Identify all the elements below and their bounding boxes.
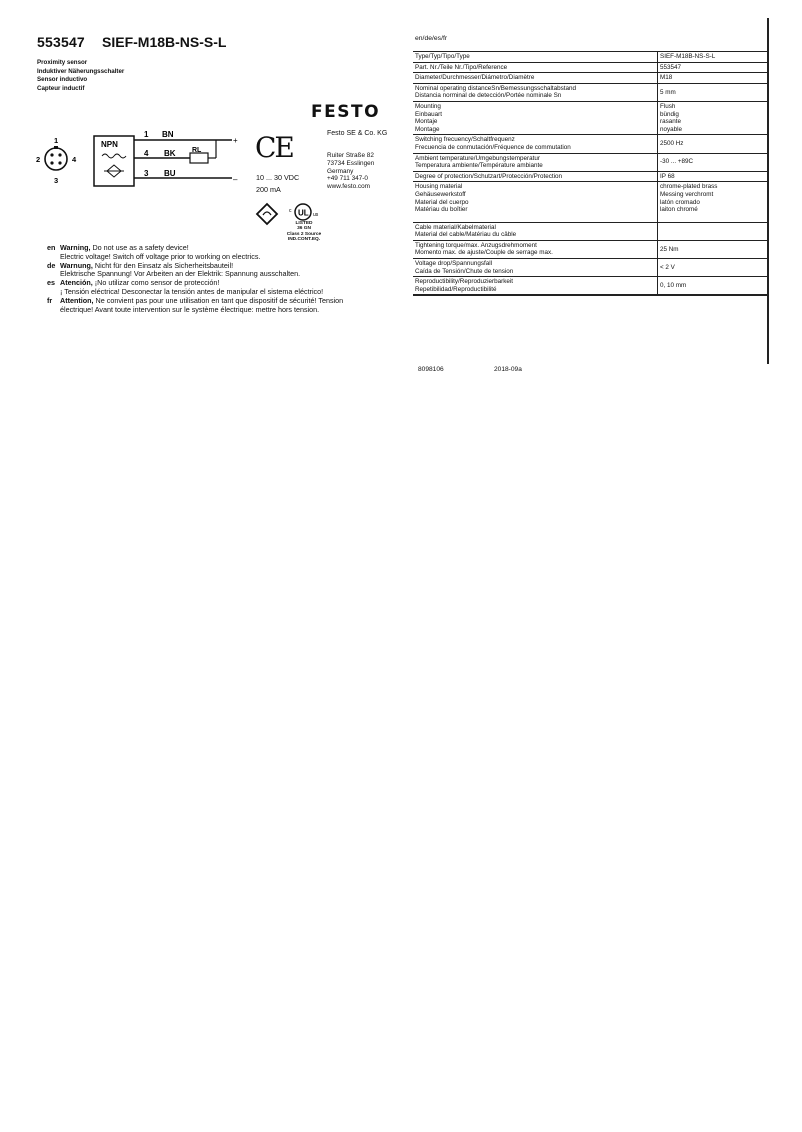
spec-label-line: Montage xyxy=(415,125,440,133)
pin-dot-2 xyxy=(50,161,53,164)
connector-key xyxy=(54,146,58,149)
company-name: Festo SE & Co. KG xyxy=(327,130,388,137)
connector-pinout-diagram xyxy=(30,134,94,188)
table-languages: en/de/es/fr xyxy=(415,35,448,42)
spec-label-line: Voltage drop/Spannungsfall xyxy=(415,260,493,268)
festo-logo: FESTO xyxy=(311,102,381,122)
pin-label-3: 3 xyxy=(54,176,59,185)
spec-value-line: IP 68 xyxy=(660,172,675,180)
warning-de-line1: Nicht für den Einsatz als Sicherheitsbauteil! xyxy=(92,260,234,270)
ul-us-label: us xyxy=(313,212,319,218)
spec-value xyxy=(658,277,769,296)
table-row xyxy=(413,135,768,153)
table-row xyxy=(413,101,768,134)
spec-label xyxy=(413,101,658,134)
product-subtitles xyxy=(37,59,124,93)
voltage-rating: 10 ... 30 VDC xyxy=(256,173,300,182)
spec-label xyxy=(413,259,658,277)
pin-dot-1 xyxy=(50,153,53,156)
company-address xyxy=(327,152,374,191)
spec-value-line: laiton chromé xyxy=(660,206,698,214)
pin-dot-3 xyxy=(58,161,61,164)
spec-value-line: -30 ... +89C xyxy=(660,158,694,166)
spec-value-line: M18 xyxy=(660,74,673,82)
spec-label-line: Einbauart xyxy=(415,110,442,118)
spec-label-line: Matériau du boîtier xyxy=(415,206,468,214)
table-row xyxy=(413,277,768,296)
ul-ind: IND.CONT.EQ. xyxy=(287,237,321,243)
model-title: SIEF-M18B-NS-S-L xyxy=(102,34,227,50)
table-row xyxy=(413,73,768,84)
table-row xyxy=(413,62,768,73)
spec-value-line: 0, 10 mm xyxy=(660,282,687,290)
coil-symbol xyxy=(102,154,126,158)
spec-value-line: 25 Nm xyxy=(660,245,679,253)
spec-label-line: Repetibilidad/Reproductibilité xyxy=(415,285,497,293)
spec-value-line: bündig xyxy=(660,110,679,118)
spec-value-line: rasante xyxy=(660,118,682,126)
warning-text-fr xyxy=(60,297,367,315)
rcm-mark-icon xyxy=(257,204,277,224)
spec-label-line: Distancia norminal de detección/Portée nominale Sn xyxy=(415,92,562,100)
load-label: RL xyxy=(192,147,202,154)
spec-label-line: Montaje xyxy=(415,118,438,126)
polarity-plus: + xyxy=(233,136,238,145)
warning-text-de xyxy=(60,262,300,280)
current-rating: 200 mA xyxy=(256,185,281,194)
subtitle-fr: Capteur inductif xyxy=(37,84,85,92)
spec-value-line: SIEF-M18B-NS-S-L xyxy=(660,53,716,60)
subtitle-en: Proximity sensor xyxy=(37,59,88,66)
spec-label xyxy=(413,62,658,73)
ce-mark: CE xyxy=(255,131,293,164)
warning-fr-line1: Ne convient pas pour une utilisation en tant que dispositif de sécurité! Tension électrique! Avant toute intervention sur le système électrique: mettre hors tension. xyxy=(60,295,344,314)
spec-table xyxy=(413,51,768,296)
warning-lang-en: en xyxy=(47,243,56,252)
spec-value-line: noyable xyxy=(660,125,683,133)
spec-value-line: Flush xyxy=(660,102,676,110)
wire-num-3: 3 xyxy=(144,169,149,178)
ul-class: Class 2 Source xyxy=(286,231,322,237)
spec-value-line: < 2 V xyxy=(660,263,675,271)
ul-listing-text xyxy=(284,221,324,243)
warning-lang-es: es xyxy=(47,278,55,288)
wire-color-bk: BK xyxy=(164,149,176,158)
spec-label-line: Gehäusewerkstoff xyxy=(415,190,466,198)
spec-label-line: Frecuencia de conmutación/Fréquence de commutation xyxy=(415,143,571,151)
spec-value xyxy=(658,240,769,258)
spec-value xyxy=(658,101,769,134)
pin-dot-4 xyxy=(58,153,61,156)
subtitle-de: Induktiver Näherungsschalter xyxy=(37,67,125,75)
warning-es-keyword: Atención, xyxy=(60,278,93,288)
warning-es-line1: ¡No utilizar como sensor de protección! xyxy=(92,278,220,288)
load-resistor xyxy=(190,153,208,163)
ul-c-label: c xyxy=(289,208,292,214)
pin-label-4: 4 xyxy=(72,155,77,164)
warning-fr-keyword: Attention, xyxy=(60,295,94,305)
warning-es xyxy=(47,279,367,297)
address-street: Ruiter Straße 82 xyxy=(327,152,374,159)
warning-text-es xyxy=(60,279,323,297)
spec-value xyxy=(658,62,769,73)
address-phone: +49 711 347-0 xyxy=(327,175,368,183)
spec-label-line: Material del cuerpo xyxy=(415,198,469,206)
spec-label-line: Ambient temperature/Umgebungstemperatur xyxy=(415,154,540,162)
address-country: Germany xyxy=(327,167,354,175)
warning-en-keyword: Warning, xyxy=(60,243,91,252)
doc-number: 8098106 xyxy=(418,366,444,373)
table-row xyxy=(413,240,768,258)
address-city: 73734 Esslingen xyxy=(327,159,375,167)
spec-label-line: Nominal operating distanceSn/Bemessungsschaltabstand xyxy=(415,84,577,92)
pin-label-1: 1 xyxy=(54,136,59,145)
warning-en-line2: Electric voltage! Switch off voltage prior to working on electrics. xyxy=(60,251,261,261)
table-row xyxy=(413,222,768,240)
part-number: 553547 xyxy=(37,34,85,50)
table-row xyxy=(413,153,768,171)
warning-en-line1: Do not use as a safety device! xyxy=(90,243,189,252)
warning-text-en xyxy=(60,244,260,262)
spec-label-line: Caída de Tensión/Chute de tension xyxy=(415,267,514,275)
wire-color-bu: BU xyxy=(164,169,176,178)
spec-label-line: Housing material xyxy=(415,183,463,191)
warning-de-line2: Elektrische Spannung! Vor Arbeiten an der Elektrik: Spannung ausschalten. xyxy=(60,269,301,279)
ul-code: 36 GN xyxy=(297,226,311,232)
spec-value-line: Messing verchromt xyxy=(660,190,714,198)
npn-label: NPN xyxy=(101,140,118,149)
warning-lang-fr: fr xyxy=(47,295,53,305)
spec-label-line: Tightening torque/max. Anzugsdrehmoment xyxy=(415,241,537,249)
spec-value xyxy=(658,259,769,277)
spec-value xyxy=(658,73,769,84)
spec-label-line: Diameter/Durchmesser/Diámetro/Diamètre xyxy=(415,74,535,82)
spec-label xyxy=(413,153,658,171)
warning-lang-de: de xyxy=(47,260,56,270)
spec-value-line: 2500 Hz xyxy=(660,140,684,148)
spec-value xyxy=(658,83,769,101)
warning-fr xyxy=(47,297,367,315)
wire-num-1: 1 xyxy=(144,130,149,139)
spec-label xyxy=(413,52,658,63)
warning-en xyxy=(47,244,367,262)
warnings-section xyxy=(47,244,367,314)
ul-listed: LISTED xyxy=(295,221,313,226)
spec-label-line: Reproductibility/Reproduzierbarkeit xyxy=(415,278,513,286)
spec-label xyxy=(413,240,658,258)
spec-label xyxy=(413,83,658,101)
warning-es-line2: ¡ Tensión eléctrica! Desconectar la tensión antes de manipular el sistema eléctrico! xyxy=(60,286,324,296)
spec-value xyxy=(658,182,769,222)
table-row xyxy=(413,83,768,101)
warning-de-keyword: Warnung, xyxy=(60,260,93,270)
spec-value xyxy=(658,135,769,153)
spec-label xyxy=(413,171,658,182)
spec-label xyxy=(413,277,658,296)
spec-value xyxy=(658,153,769,171)
spec-label-line: Degree of protection/Schutzart/Protección/Protection xyxy=(415,172,563,180)
spec-table-body xyxy=(413,52,768,296)
polarity-minus: – xyxy=(233,175,238,184)
subtitle-es: Sensor inductivo xyxy=(37,76,88,84)
wiring-schematic xyxy=(92,126,242,192)
spec-value-line: 553547 xyxy=(660,63,682,71)
spec-value xyxy=(658,52,769,63)
spec-label-line: Part. Nr./Teile Nr./Tipo/Reference xyxy=(415,63,508,71)
table-row xyxy=(413,171,768,182)
spec-label-line: Material del cable/Matériau du câble xyxy=(415,231,517,239)
spec-value xyxy=(658,171,769,182)
address-web: www.festo.com xyxy=(327,183,370,191)
rcm-check-icon xyxy=(263,212,271,215)
wire-color-bn: BN xyxy=(162,130,174,139)
spec-value-line: chrome-plated brass xyxy=(660,183,718,191)
wire-num-4: 4 xyxy=(144,149,149,158)
spec-label-line: Switching frecuency/Schaltfrequenz xyxy=(415,136,515,144)
warning-de xyxy=(47,262,367,280)
ul-logo-icon: UL xyxy=(298,208,309,218)
spec-value xyxy=(658,222,769,240)
spec-label-line: Temperatura ambiente/Température ambiante xyxy=(415,162,543,170)
spec-label-line: Mounting xyxy=(415,102,441,110)
electrical-ratings xyxy=(256,172,299,196)
spec-value-line: latón cromado xyxy=(660,198,700,206)
spec-label xyxy=(413,135,658,153)
spec-label xyxy=(413,73,658,84)
spec-label-line: Momento max. de ajuste/Couple de serrage max. xyxy=(415,249,553,257)
spec-value-line: 5 mm xyxy=(660,88,676,96)
table-row xyxy=(413,259,768,277)
table-row xyxy=(413,52,768,63)
spec-label-line: Type/Typ/Tipo/Type xyxy=(415,53,470,60)
table-row xyxy=(413,182,768,222)
pin-label-2: 2 xyxy=(36,155,41,164)
spec-label xyxy=(413,182,658,222)
connector-outline xyxy=(45,148,67,170)
doc-date: 2018-09a xyxy=(494,366,522,373)
spec-label xyxy=(413,222,658,240)
spec-label-line: Cable material/Kabelmaterial xyxy=(415,223,496,231)
